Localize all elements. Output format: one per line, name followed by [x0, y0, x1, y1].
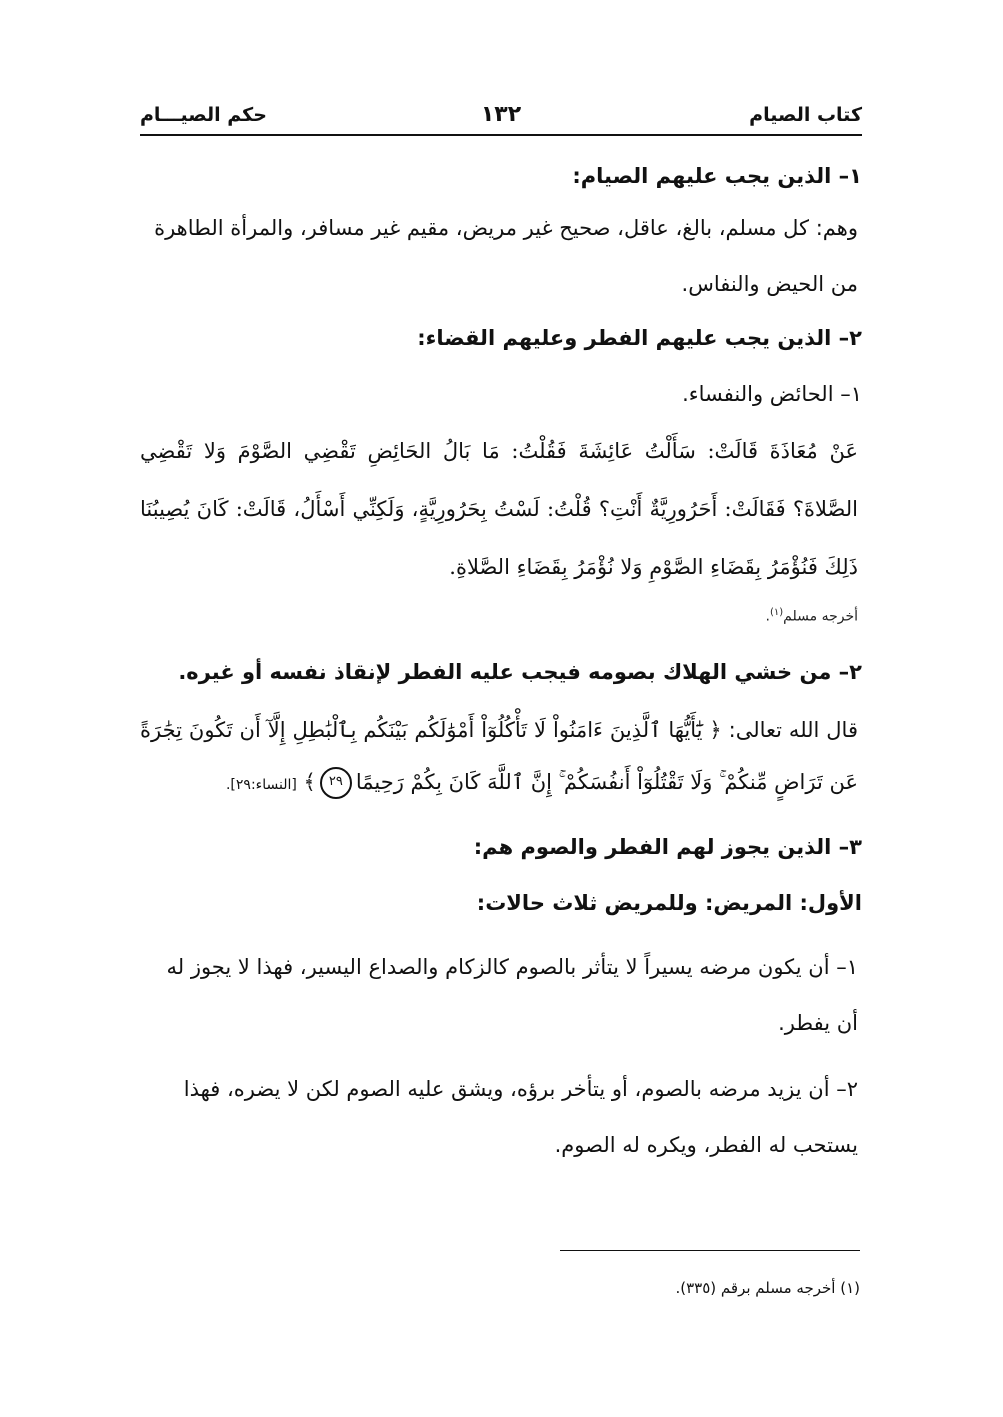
- page-number: ١٣٢: [480, 102, 522, 127]
- hadith-source: [140, 600, 862, 630]
- quran-text: ﴿ يَٰٓأَيُّهَا ٱلَّذِينَ ءَامَنُواْ لَا تَأْكُلُوٓاْ أَمْوَٰلَكُم بَيْنَكُم بِٱلْبَٰطِلِ إِلَّآ أَن تَكُونَ تِجَٰرَةً عَن تَرَاضٍ مِّنكُمْ ۚ وَلَا تَقْتُلُوٓاْ أَنفُسَكُمْ ۚ إِنَّ ٱللَّهَ كَانَ بِكُمْ رَحِيمًا: [140, 717, 858, 794]
- hadith-source-end: .: [765, 608, 770, 625]
- chapter-title: حكم الصيـــام: [140, 104, 267, 126]
- quran-verse: [140, 704, 862, 811]
- footnote: (١) أخرجه مسلم برقم (٣٣٥).: [675, 1279, 860, 1297]
- section-1-body: وهم: كل مسلم، بالغ، عاقل، صحيح غير مريض، مقيم غير مسافر، والمرأة الطاهرة من الحيض والنفاس.: [154, 216, 858, 296]
- ayah-number-marker: ٢٩: [320, 767, 352, 799]
- quran-lead: قال الله تعالى:: [728, 717, 858, 742]
- case-1: ١– أن يكون مرضه يسيراً لا يتأثر بالصوم كالزكام والصداع اليسير، فهذا لا يجوز له أن يفطر.: [166, 954, 858, 1035]
- footnote-divider: [560, 1250, 860, 1251]
- section-2-item-1: ١– الحائض والنفساء.: [682, 382, 862, 406]
- book-title: كتاب الصيام: [749, 104, 862, 126]
- hadith-text: عَنْ مُعَاذَةَ قَالَتْ: سَأَلْتُ عَائِشَةَ فَقُلْتُ: مَا بَالُ الحَائِضِ تَقْضِي الصَّوْمَ وَلا تَقْضِي الصَّلاةَ؟ فَقَالَتْ: أَحَرُورِيَّةٌ أَنْتِ؟ قُلْتُ: لَسْتُ بِحَرُورِيَّةٍ، وَلَكِنِّي أَسْأَلُ، قَالَتْ: كَانَ يُصِيبُنَا ذَلِكَ فَنُؤْمَرُ بِقَضَاءِ الصَّوْمِ وَلا نُؤْمَرُ بِقَضَاءِ الصَّلاةِ.: [140, 439, 858, 579]
- hadith-source-text: أخرجه مسلم: [783, 608, 858, 625]
- page-content: [140, 160, 862, 1183]
- page-header: [140, 100, 862, 136]
- section-2-item-2: ٢– من خشي الهلاك بصومه فيجب عليه الفطر لإنقاذ نفسه أو غيره.: [178, 659, 862, 684]
- case-2: ٢– أن يزيد مرضه بالصوم، أو يتأخر برؤه، ويشق عليه الصوم لكن لا يضره، فهذا يستحب له الفطر، ويكره له الصوم.: [183, 1076, 858, 1157]
- quran-close: ﴾: [303, 769, 316, 794]
- quran-reference: [النساء:٢٩].: [225, 776, 297, 793]
- section-2-title: ٢– الذين يجب عليهم الفطر وعليهم القضاء:: [417, 326, 862, 350]
- footnote-marker: (١): [769, 607, 784, 618]
- section-1-title: ١– الذين يجب عليهم الصيام:: [572, 164, 862, 188]
- section-3-title: ٣– الذين يجوز لهم الفطر والصوم هم:: [473, 834, 862, 859]
- first-category-title: الأول: المريض: وللمريض ثلاث حالات:: [476, 890, 862, 915]
